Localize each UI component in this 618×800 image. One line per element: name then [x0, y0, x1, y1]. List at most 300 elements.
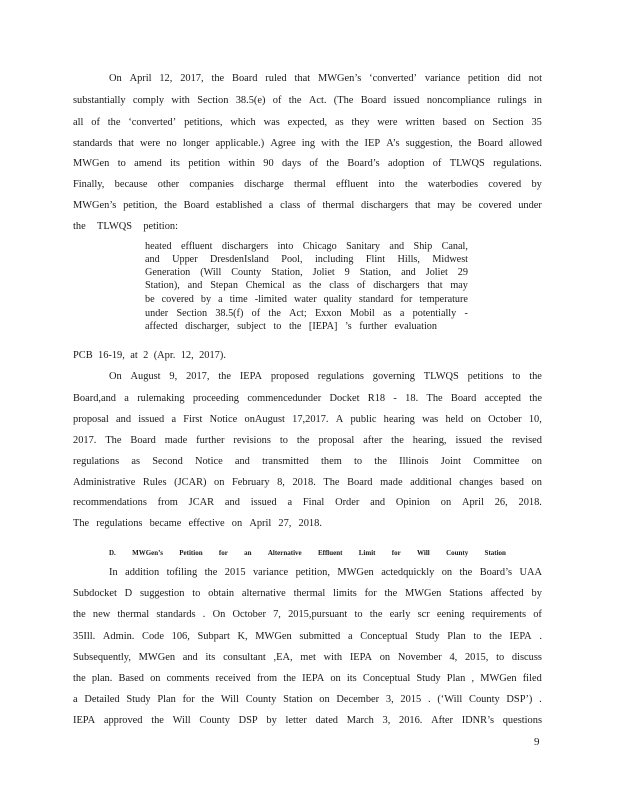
- word: Docket: [329, 393, 360, 404]
- word: The: [105, 435, 122, 446]
- word: TLWQS: [423, 371, 459, 382]
- word: In: [109, 567, 118, 578]
- word: early: [389, 609, 411, 620]
- word: variance: [424, 73, 461, 84]
- text-line: [109, 370, 542, 384]
- word: standards: [156, 609, 196, 620]
- word: 2018.: [518, 497, 542, 508]
- word: water: [293, 294, 317, 305]
- word: Conceptual: [360, 631, 408, 642]
- word: 29: [457, 267, 468, 278]
- word: to: [273, 321, 282, 332]
- word: PCB: [73, 350, 93, 361]
- word: IEPA: [349, 652, 372, 663]
- word: discharge: [244, 179, 284, 190]
- word: April: [461, 497, 484, 508]
- word: MWGen: [480, 673, 517, 684]
- text-line: [73, 199, 542, 213]
- word: Illinois: [399, 456, 429, 467]
- word: thermal: [293, 588, 326, 599]
- word: its: [346, 673, 357, 684]
- word: after: [363, 435, 383, 446]
- word: 3,: [385, 694, 394, 705]
- word: the: [458, 138, 472, 149]
- word: the: [308, 280, 322, 291]
- word: Joliet: [425, 267, 448, 278]
- word: the: [459, 567, 473, 578]
- word: addition: [125, 567, 160, 578]
- word: petition,: [295, 567, 330, 578]
- word: proceeding: [192, 393, 240, 404]
- word: 2015: [400, 694, 422, 705]
- word: 35Ill.: [73, 631, 96, 642]
- word: On: [109, 73, 122, 84]
- word: Sanitary: [346, 241, 381, 252]
- word: Joliet: [312, 267, 335, 278]
- word: that: [118, 138, 134, 149]
- word: because: [114, 179, 148, 190]
- word: Upper: [172, 254, 198, 265]
- word: .: [427, 694, 431, 705]
- word: IEPA: [239, 371, 262, 382]
- word: its: [170, 158, 180, 169]
- word: Notice: [194, 456, 223, 467]
- word: onAugust: [244, 414, 285, 425]
- word: did: [507, 73, 521, 84]
- word: 7,: [273, 609, 281, 620]
- word: days: [281, 158, 302, 169]
- word: of: [307, 200, 316, 211]
- word: Plan: [446, 673, 466, 684]
- word: to: [496, 652, 505, 663]
- word: for: [182, 694, 195, 705]
- word: The: [73, 518, 90, 529]
- word: K,: [237, 631, 248, 642]
- word: IEPA: [302, 673, 325, 684]
- word: 10,: [528, 414, 542, 425]
- word: Exxon: [314, 308, 342, 319]
- word: Board: [477, 138, 503, 149]
- word: Notice: [209, 414, 238, 425]
- word: 2015,: [464, 652, 489, 663]
- word: and: [145, 254, 160, 265]
- word: on: [441, 567, 453, 578]
- word: on: [330, 673, 341, 684]
- word: and: [224, 497, 240, 508]
- word: Station: [283, 694, 313, 705]
- word: Board,and: [73, 393, 116, 404]
- word: Stepan: [210, 280, 238, 291]
- word: made: [380, 477, 403, 488]
- word: the: [296, 435, 310, 446]
- word: they: [351, 117, 370, 128]
- block-quote-line: [145, 280, 468, 292]
- word: 12,: [159, 73, 173, 84]
- word: submitted: [299, 631, 341, 642]
- word: Committee: [473, 456, 520, 467]
- word: comply: [132, 95, 165, 106]
- word: regulations: [317, 371, 364, 382]
- word: Limit: [358, 549, 376, 557]
- word: of: [356, 280, 366, 291]
- word: TLWQS: [97, 221, 133, 232]
- word: with: [323, 652, 343, 663]
- word: ’s: [344, 321, 352, 332]
- word: effective: [188, 518, 225, 529]
- word: the: [384, 588, 398, 599]
- word: R18: [367, 393, 386, 404]
- word: 2: [143, 350, 149, 361]
- word: were: [140, 138, 161, 149]
- word: Agree: [270, 138, 296, 149]
- word: Plan: [157, 694, 176, 705]
- word: were: [377, 117, 398, 128]
- word: IEPA: [509, 631, 532, 642]
- word: petition:: [143, 221, 178, 232]
- word: MWGen’s: [317, 73, 362, 84]
- word: Canal,: [441, 241, 468, 252]
- word: received: [215, 673, 251, 684]
- word: Midwest: [432, 254, 468, 265]
- word: JCAR: [188, 497, 215, 508]
- word: 26,: [494, 497, 508, 508]
- word: 90: [263, 158, 274, 169]
- word: ,EA,: [273, 652, 293, 663]
- word: obtain: [208, 588, 235, 599]
- word: and: [389, 241, 405, 252]
- word: allowed: [509, 138, 542, 149]
- word: that: [414, 200, 431, 211]
- text-line: [109, 72, 542, 86]
- word: the: [211, 73, 225, 84]
- word: (Apr.: [153, 350, 176, 361]
- word: ruled: [265, 73, 287, 84]
- word: on: [214, 477, 225, 488]
- word: Detailed: [84, 694, 120, 705]
- word: Board: [183, 200, 210, 211]
- word: Ship: [413, 241, 433, 252]
- word: requirements: [471, 609, 527, 620]
- word: Stations: [449, 588, 483, 599]
- word: rulings: [497, 95, 527, 106]
- word: The: [426, 393, 443, 404]
- word: that: [427, 280, 443, 291]
- word: IEPA: [73, 715, 96, 726]
- word: County: [446, 549, 469, 557]
- word: petition,: [123, 200, 158, 211]
- word: Hills,: [397, 254, 420, 265]
- text-line: [73, 693, 542, 707]
- word: Opinion: [395, 497, 430, 508]
- word: covered: [161, 294, 194, 305]
- word: Alternative: [267, 549, 302, 557]
- word: Board: [130, 435, 156, 446]
- word: discuss: [511, 652, 542, 663]
- word: the: [345, 138, 359, 149]
- word: Station,: [271, 267, 303, 278]
- word: ,: [471, 673, 475, 684]
- word: further: [196, 435, 225, 446]
- word: limits: [333, 588, 357, 599]
- word: the: [326, 158, 340, 169]
- word: MWGen: [255, 631, 292, 642]
- word: on: [440, 497, 452, 508]
- word: County: [245, 694, 277, 705]
- word: for: [364, 588, 377, 599]
- block-quote-line: [145, 254, 468, 266]
- word: Board: [347, 477, 373, 488]
- word: Plan: [447, 631, 466, 642]
- word: a: [124, 393, 129, 404]
- word: (The: [333, 95, 354, 106]
- word: (JCAR): [174, 477, 207, 488]
- word: thermal: [294, 179, 326, 190]
- word: ‘converted’: [128, 117, 177, 128]
- word: On: [109, 371, 122, 382]
- word: UAA: [519, 567, 542, 578]
- word: Will: [172, 715, 191, 726]
- section-heading: [109, 546, 506, 560]
- word: by: [266, 715, 277, 726]
- word: DresdenIsland: [210, 254, 269, 265]
- word: was: [422, 414, 439, 425]
- word: Final: [302, 497, 325, 508]
- word: 35: [531, 117, 542, 128]
- word: 27,: [278, 518, 292, 529]
- word: class: [280, 200, 301, 211]
- word: Effluent: [317, 549, 343, 557]
- word: Order: [335, 497, 360, 508]
- word: and: [370, 497, 386, 508]
- word: .: [202, 609, 206, 620]
- word: of: [533, 609, 542, 620]
- word: as: [131, 456, 141, 467]
- block-quote-line: [145, 321, 437, 333]
- word: Study: [126, 694, 151, 705]
- word: Second: [152, 456, 183, 467]
- word: the: [73, 221, 86, 232]
- word: of: [272, 95, 282, 106]
- word: Section: [197, 95, 229, 106]
- word: effluent: [180, 241, 213, 252]
- word: filed: [522, 673, 542, 684]
- text-line: [73, 178, 542, 192]
- block-quote-line: [145, 241, 468, 253]
- word: petition: [467, 73, 500, 84]
- word: the: [391, 435, 404, 446]
- word: December: [336, 694, 380, 705]
- word: by: [531, 179, 542, 190]
- word: the: [283, 673, 296, 684]
- word: the: [164, 200, 177, 211]
- word: thermal: [117, 609, 150, 620]
- word: into: [277, 241, 294, 252]
- word: 2017).: [199, 350, 226, 361]
- word: petitions,: [184, 117, 223, 128]
- word: MWGen: [337, 567, 374, 578]
- word: County: [469, 694, 500, 705]
- word: hearing: [383, 414, 415, 425]
- word: questions: [502, 715, 542, 726]
- word: Board: [232, 73, 258, 84]
- word: the: [374, 456, 387, 467]
- word: Finally,: [73, 179, 105, 190]
- word: Station,: [359, 267, 392, 278]
- word: proposal: [318, 435, 355, 446]
- word: 38.5(e): [235, 95, 266, 106]
- word: the: [489, 631, 502, 642]
- text-line: [73, 137, 542, 151]
- word: substantially: [73, 95, 126, 106]
- text-line: [73, 587, 542, 601]
- word: for: [218, 549, 228, 557]
- word: August: [130, 371, 161, 382]
- word: public: [350, 414, 377, 425]
- word: issued: [455, 435, 482, 446]
- word: Joint: [440, 456, 462, 467]
- word: Mobil: [349, 308, 375, 319]
- word: time: [229, 294, 248, 305]
- text-line: [73, 672, 542, 686]
- word: revised: [511, 435, 542, 446]
- word: regulations: [96, 518, 143, 529]
- word: County: [231, 267, 262, 278]
- word: -: [464, 308, 468, 319]
- text-line: [73, 517, 322, 531]
- word: within: [228, 158, 255, 169]
- word: to: [192, 588, 201, 599]
- word: Will: [417, 549, 430, 557]
- word: proposal: [73, 414, 109, 425]
- text-line: [73, 392, 542, 406]
- word: new: [92, 609, 111, 620]
- word: MWGen: [405, 588, 442, 599]
- word: dischargers: [361, 200, 409, 211]
- word: the: [204, 567, 218, 578]
- word: the: [73, 609, 86, 620]
- word: Conceptual: [362, 673, 411, 684]
- text-line: [73, 714, 542, 728]
- word: 2017,: [186, 371, 210, 382]
- word: the: [404, 179, 418, 190]
- word: rulemaking: [137, 393, 185, 404]
- word: Section: [176, 308, 208, 319]
- word: petitions: [467, 371, 504, 382]
- word: 16-19,: [98, 350, 125, 361]
- word: the: [151, 715, 164, 726]
- word: -: [393, 393, 397, 404]
- word: proposed: [270, 371, 309, 382]
- word: noncompliance: [426, 95, 491, 106]
- word: a: [171, 414, 177, 425]
- word: regulations.: [493, 158, 542, 169]
- word: of: [432, 158, 442, 169]
- word: covered: [478, 200, 512, 211]
- word: written: [405, 117, 435, 128]
- word: them: [321, 456, 342, 467]
- text-line: [73, 608, 542, 622]
- word: 2017,: [180, 73, 204, 84]
- word: Subdocket: [73, 588, 117, 599]
- word: After: [431, 715, 454, 726]
- word: revisions: [233, 435, 271, 446]
- word: suggestion: [139, 588, 185, 599]
- word: that: [294, 73, 311, 84]
- word: [IEPA]: [308, 321, 338, 332]
- word: the: [490, 435, 504, 446]
- word: governing: [372, 371, 415, 382]
- text-line: [73, 630, 542, 644]
- word: approved: [103, 715, 143, 726]
- word: of: [309, 158, 319, 169]
- word: an: [244, 549, 252, 557]
- word: made: [164, 435, 188, 446]
- word: issued: [138, 414, 165, 425]
- word: issued: [250, 497, 277, 508]
- word: tofiling: [166, 567, 198, 578]
- word: 17,2017.: [292, 414, 329, 425]
- word: on: [470, 414, 481, 425]
- word: became: [149, 518, 182, 529]
- word: the: [529, 371, 542, 382]
- word: on: [531, 456, 542, 467]
- word: to: [117, 158, 126, 169]
- word: issued: [393, 95, 420, 106]
- word: DSP’): [506, 694, 533, 705]
- word: on: [379, 652, 391, 663]
- word: held: [445, 414, 464, 425]
- word: waterbodies: [427, 179, 479, 190]
- word: (‘Will: [437, 694, 463, 705]
- word: Act;: [289, 308, 307, 319]
- word: thermal: [322, 200, 355, 211]
- word: Act.: [308, 95, 327, 106]
- text-line: [73, 157, 542, 171]
- word: quality: [323, 294, 352, 305]
- word: adoption: [388, 158, 425, 169]
- word: A’s: [386, 138, 400, 149]
- word: be: [145, 294, 155, 305]
- word: on: [531, 477, 542, 488]
- word: 106,: [171, 631, 190, 642]
- word: may: [437, 200, 456, 211]
- word: accepted: [484, 393, 521, 404]
- word: transmitted: [262, 456, 309, 467]
- word: the: [73, 673, 86, 684]
- word: MWGen: [73, 158, 110, 169]
- word: hearing,: [412, 435, 447, 446]
- word: -limited: [254, 294, 287, 305]
- word: additional: [410, 477, 452, 488]
- word: comments: [166, 673, 210, 684]
- word: alternative: [241, 588, 286, 599]
- word: temperature: [419, 294, 468, 305]
- word: Administrative: [73, 477, 136, 488]
- word: 18.: [405, 393, 419, 404]
- word: on: [231, 518, 243, 529]
- block-quote-line: [145, 294, 468, 306]
- word: 4,: [449, 652, 458, 663]
- word: letter: [285, 715, 307, 726]
- word: the: [201, 694, 215, 705]
- block-quote-line: [145, 308, 468, 320]
- word: April: [129, 73, 152, 84]
- word: of: [251, 308, 261, 319]
- word: at: [130, 350, 138, 361]
- word: other: [157, 179, 180, 190]
- word: MWGen’s: [132, 549, 163, 557]
- word: on: [319, 694, 330, 705]
